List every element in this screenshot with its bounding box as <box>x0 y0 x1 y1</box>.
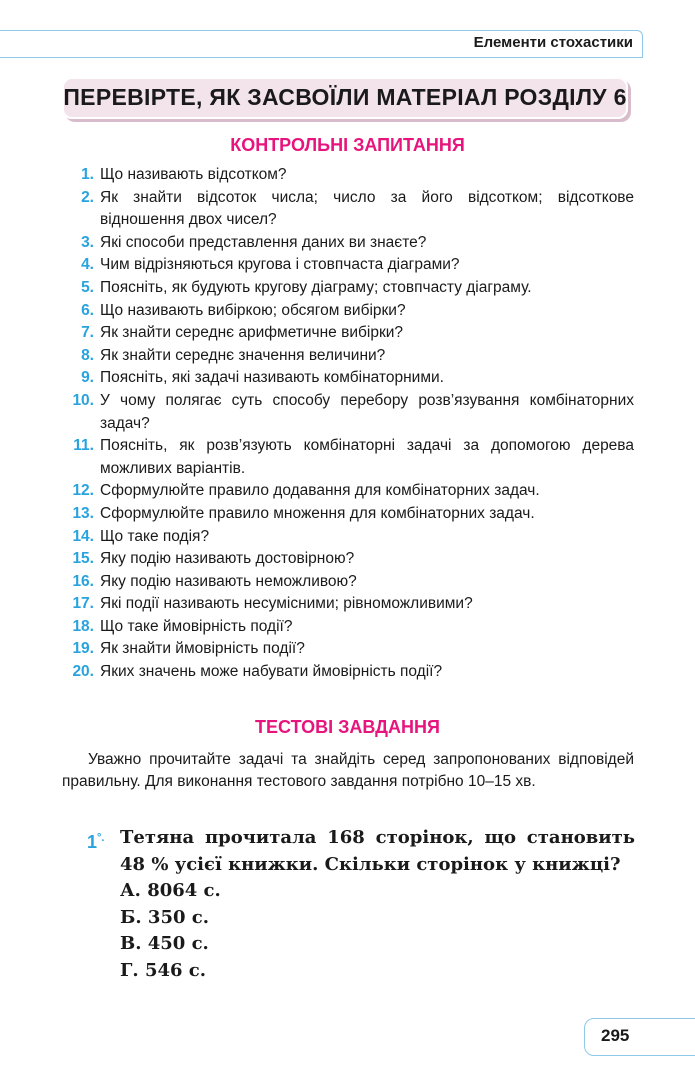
question-item <box>0 254 634 277</box>
question-text: Сформулюйте правило множення для комбінаторних задач. <box>100 504 535 522</box>
question-text: Поясніть, як розв’язують комбінаторні задачі за допомогою дерева можливих варіантів. <box>100 437 634 477</box>
task-number: 1°. <box>87 832 105 852</box>
task-text: Тетяна прочитала 168 сторінок, що становить 48 % усієї книжки. Скільки сторінок у книжці? <box>120 827 635 875</box>
answer-option: В. 450 с. <box>120 933 209 954</box>
question-item <box>0 661 634 684</box>
question-item <box>0 300 634 323</box>
question-item <box>0 571 634 594</box>
answer-option: Г. 546 с. <box>120 959 207 981</box>
question-text: Яких значень може набувати ймовірність події? <box>100 663 443 681</box>
section-banner <box>62 77 628 119</box>
question-number: 11. <box>73 437 94 455</box>
question-number: 1. <box>81 166 94 183</box>
question-text: Яку подію називають неможливою? <box>100 572 357 590</box>
question-number: 19. <box>72 640 94 658</box>
question-number: 5. <box>81 278 94 296</box>
question-text: Чим відрізняються кругова і стовпчаста діаграми? <box>100 256 460 274</box>
question-item <box>0 526 634 549</box>
question-item <box>0 164 634 187</box>
question-item <box>0 232 634 255</box>
question-item <box>0 435 634 480</box>
question-item <box>0 322 634 345</box>
tests-heading: ТЕСТОВІ ЗАВДАННЯ <box>255 717 440 737</box>
control-questions-list <box>0 164 695 684</box>
question-item <box>0 548 634 571</box>
question-number: 18. <box>72 617 94 635</box>
question-text: Як знайти середнє значення величини? <box>100 346 386 364</box>
question-text: У чому полягає суть способу перебору розв’язування комбінаторних задач? <box>100 391 634 432</box>
question-text: Яку подію називають достовірною? <box>100 550 355 568</box>
question-number: 3. <box>81 233 94 251</box>
question-number: 17. <box>72 595 94 613</box>
banner-title: ПЕРЕВІРТЕ, ЯК ЗАСВОЇЛИ МАТЕРІАЛ РОЗДІЛУ 6 <box>63 84 627 110</box>
question-number: 2. <box>81 188 94 206</box>
control-questions-heading: КОНТРОЛЬНІ ЗАПИТАННЯ <box>230 135 465 155</box>
question-item <box>0 390 634 435</box>
tests-intro: Уважно прочитайте задачі та знайдіть серед запропонованих відповідей правильну. Для виконання тестового завдання потрібно 10–15 хв. <box>62 751 634 790</box>
question-number: 4. <box>81 256 94 274</box>
question-number: 9. <box>81 369 94 387</box>
test-task <box>87 825 635 984</box>
question-text: Як знайти ймовірність події? <box>100 640 305 658</box>
question-text: Що називають відсотком? <box>100 166 287 183</box>
question-number: 14. <box>72 527 94 545</box>
question-text: Які події називають несумісними; рівноможливими? <box>100 595 473 613</box>
page-number: 295 <box>601 1026 630 1045</box>
question-item <box>0 593 634 616</box>
question-item <box>0 187 634 232</box>
question-number: 15. <box>72 550 94 568</box>
question-number: 20. <box>72 663 94 681</box>
question-number: 7. <box>81 324 94 342</box>
question-item <box>0 277 634 300</box>
question-text: Що таке подія? <box>100 527 210 545</box>
question-number: 6. <box>81 301 94 319</box>
question-item <box>0 480 634 503</box>
question-number: 16. <box>72 572 94 590</box>
question-text: Що таке ймовірність події? <box>100 617 293 635</box>
answer-option: А. 8064 с. <box>120 880 221 901</box>
question-text: Які способи представлення даних ви знаєте? <box>100 233 427 251</box>
question-number: 13. <box>72 504 94 522</box>
question-text: Поясніть, як будують кругову діаграму; стовпчасту діаграму. <box>100 278 532 296</box>
question-item <box>0 638 634 661</box>
question-text: Сформулюйте правило додавання для комбінаторних задач. <box>100 482 540 500</box>
question-item <box>0 367 634 390</box>
question-number: 10. <box>72 391 94 409</box>
question-text: Поясніть, які задачі називають комбінаторними. <box>100 369 444 387</box>
question-number: 12. <box>72 482 94 500</box>
question-text: Що називають вибіркою; обсягом вибірки? <box>100 301 406 319</box>
question-item <box>0 345 634 368</box>
question-number: 8. <box>81 346 94 364</box>
running-header-title: Елементи стохастики <box>473 34 633 51</box>
answer-option: Б. 350 с. <box>120 906 209 928</box>
question-item <box>0 616 634 639</box>
question-text: Як знайти середнє арифметичне вибірки? <box>100 324 404 342</box>
question-item <box>0 503 634 526</box>
question-text: Як знайти відсоток числа; число за його відсотком; відсоткове відношення двох чисел? <box>100 188 634 229</box>
